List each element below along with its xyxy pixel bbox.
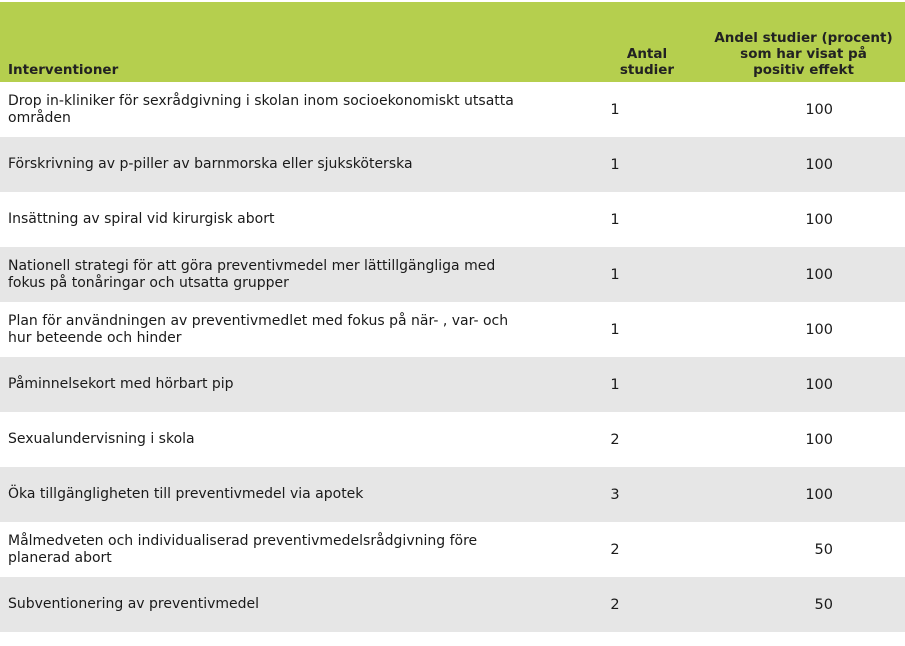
percent-cell: 100 xyxy=(805,486,833,503)
study-count-cell: 1 xyxy=(610,101,620,118)
header-study-count-line2: studier xyxy=(619,62,675,78)
study-count-cell: 2 xyxy=(610,596,620,613)
table-row xyxy=(0,577,905,632)
percent-cell: 100 xyxy=(805,156,833,173)
header-positive-share-line3: positiv effekt xyxy=(753,62,854,78)
intervention-cell: Förskrivning av p-piller av barnmorska eller sjuksköterska xyxy=(8,156,413,172)
percent-cell: 100 xyxy=(805,266,833,283)
table-row xyxy=(0,357,905,412)
table-header xyxy=(0,2,905,82)
intervention-cell: Målmedveten och individualiserad preventivmedelsrådgivning före planerad abort xyxy=(8,532,478,566)
header-study-count xyxy=(592,46,702,82)
intervention-cell: Påminnelsekort med hörbart pip xyxy=(8,376,234,392)
percent-cell: 100 xyxy=(805,376,833,393)
study-count-cell: 3 xyxy=(610,486,620,503)
table-row xyxy=(0,412,905,467)
percent-cell: 100 xyxy=(805,101,833,118)
percent-cell: 50 xyxy=(814,596,833,613)
study-count-cell: 1 xyxy=(610,321,620,338)
study-count-cell: 1 xyxy=(610,376,620,393)
header-positive-share-line1: Andel studier (procent) xyxy=(714,30,893,46)
table-row xyxy=(0,137,905,192)
intervention-cell: Drop in-kliniker för sexrådgivning i skolan inom socioekonomiskt utsatta områden xyxy=(8,92,514,126)
intervention-cell: Sexualundervisning i skola xyxy=(8,431,195,447)
table-row xyxy=(0,467,905,522)
header-positive-share-line2: som har visat på xyxy=(740,46,867,62)
study-count-cell: 1 xyxy=(610,266,620,283)
percent-cell: 50 xyxy=(814,541,833,558)
table-row xyxy=(0,82,905,137)
intervention-cell: Insättning av spiral vid kirurgisk abort xyxy=(8,211,275,227)
interventions-table xyxy=(0,2,905,632)
study-count-cell: 1 xyxy=(610,156,620,173)
table-row xyxy=(0,192,905,247)
table-row xyxy=(0,247,905,302)
intervention-cell: Subventionering av preventivmedel xyxy=(8,596,260,612)
header-interventions: Interventioner xyxy=(8,62,119,78)
table-row xyxy=(0,302,905,357)
study-count-cell: 1 xyxy=(610,211,620,228)
table-row xyxy=(0,522,905,577)
intervention-cell: Nationell strategi för att göra preventivmedel mer lättillgängliga med fokus på tonåringar och utsatta grupper xyxy=(8,257,496,291)
percent-cell: 100 xyxy=(805,431,833,448)
header-study-count-line1: Antal xyxy=(626,46,668,62)
intervention-cell: Plan för användningen av preventivmedlet med fokus på när- , var- och hur beteende och hinder xyxy=(8,312,509,346)
study-count-cell: 2 xyxy=(610,541,620,558)
percent-cell: 100 xyxy=(805,321,833,338)
intervention-cell: Öka tillgängligheten till preventivmedel via apotek xyxy=(8,486,364,502)
percent-cell: 100 xyxy=(805,211,833,228)
study-count-cell: 2 xyxy=(610,431,620,448)
header-positive-share xyxy=(702,30,905,82)
